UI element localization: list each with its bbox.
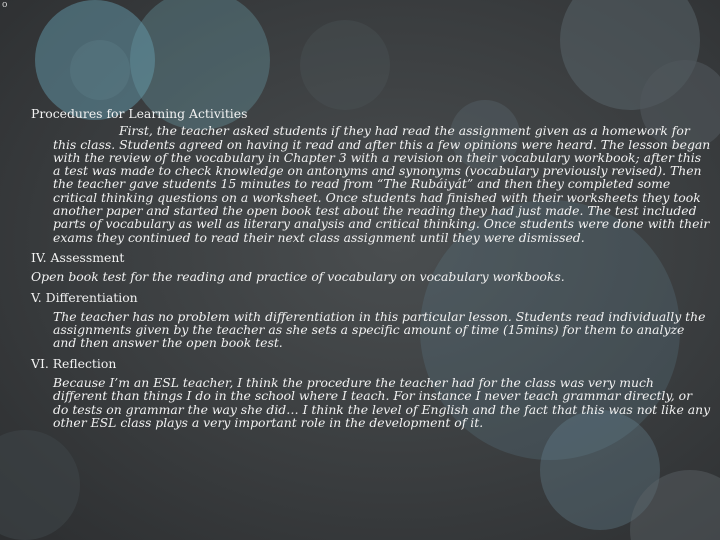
assessment-heading: IV. Assessment [31, 249, 125, 265]
differentiation-heading: V. Differentiation [31, 289, 138, 305]
corner-mark: o [2, 0, 8, 10]
procedures-body: First, the teacher asked students if they had read the assignment given as a homework for this class. Students agreed on having it read and after this a few opinions were heard. The lesson began with the review of the vocabulary in Chapter 3 with a revision on their vocabulary workbook; after this a test was made to check knowledge on antonyms and synonyms (vocabulary previously revised). Then the teacher gave students 15 minutes to read from “The Rubáiyát” and then they completed some critical thinking questions on a worksheet. Once students had finished with their worksheets they took another paper and started the open book test about the reading they had just made. The test included parts of vocabulary as well as literary analysis and critical thinking. Once students were done with their exams they continued to read their next class assignment until they were dismissed. [53, 123, 711, 245]
reflection-heading: VI. Reflection [31, 355, 117, 371]
differentiation-body: The teacher has no problem with differentiation in this particular lesson. Students read individually the assignments given by the teacher as she sets a specific amount of time (15mins) for them to analyze and then answer the open book test. [53, 308, 706, 351]
procedures-heading: Procedures for Learning Activities [31, 106, 248, 121]
reflection-body: Because I’m an ESL teacher, I think the procedure the teacher had for the class was very much different than things I do in the school where I teach. For instance I never teach grammar directly, or do tests on grammar the way she did… I think the level of English and the fact that this was not like any other ESL class plays a very important role in the development of it. [53, 375, 711, 430]
background-circle [70, 40, 130, 100]
background-circle [0, 430, 80, 540]
slide-content [31, 107, 711, 429]
background-circle [300, 20, 390, 110]
assessment-body: Open book test for the reading and practice of vocabulary on vocabulary workbooks. [31, 269, 565, 285]
